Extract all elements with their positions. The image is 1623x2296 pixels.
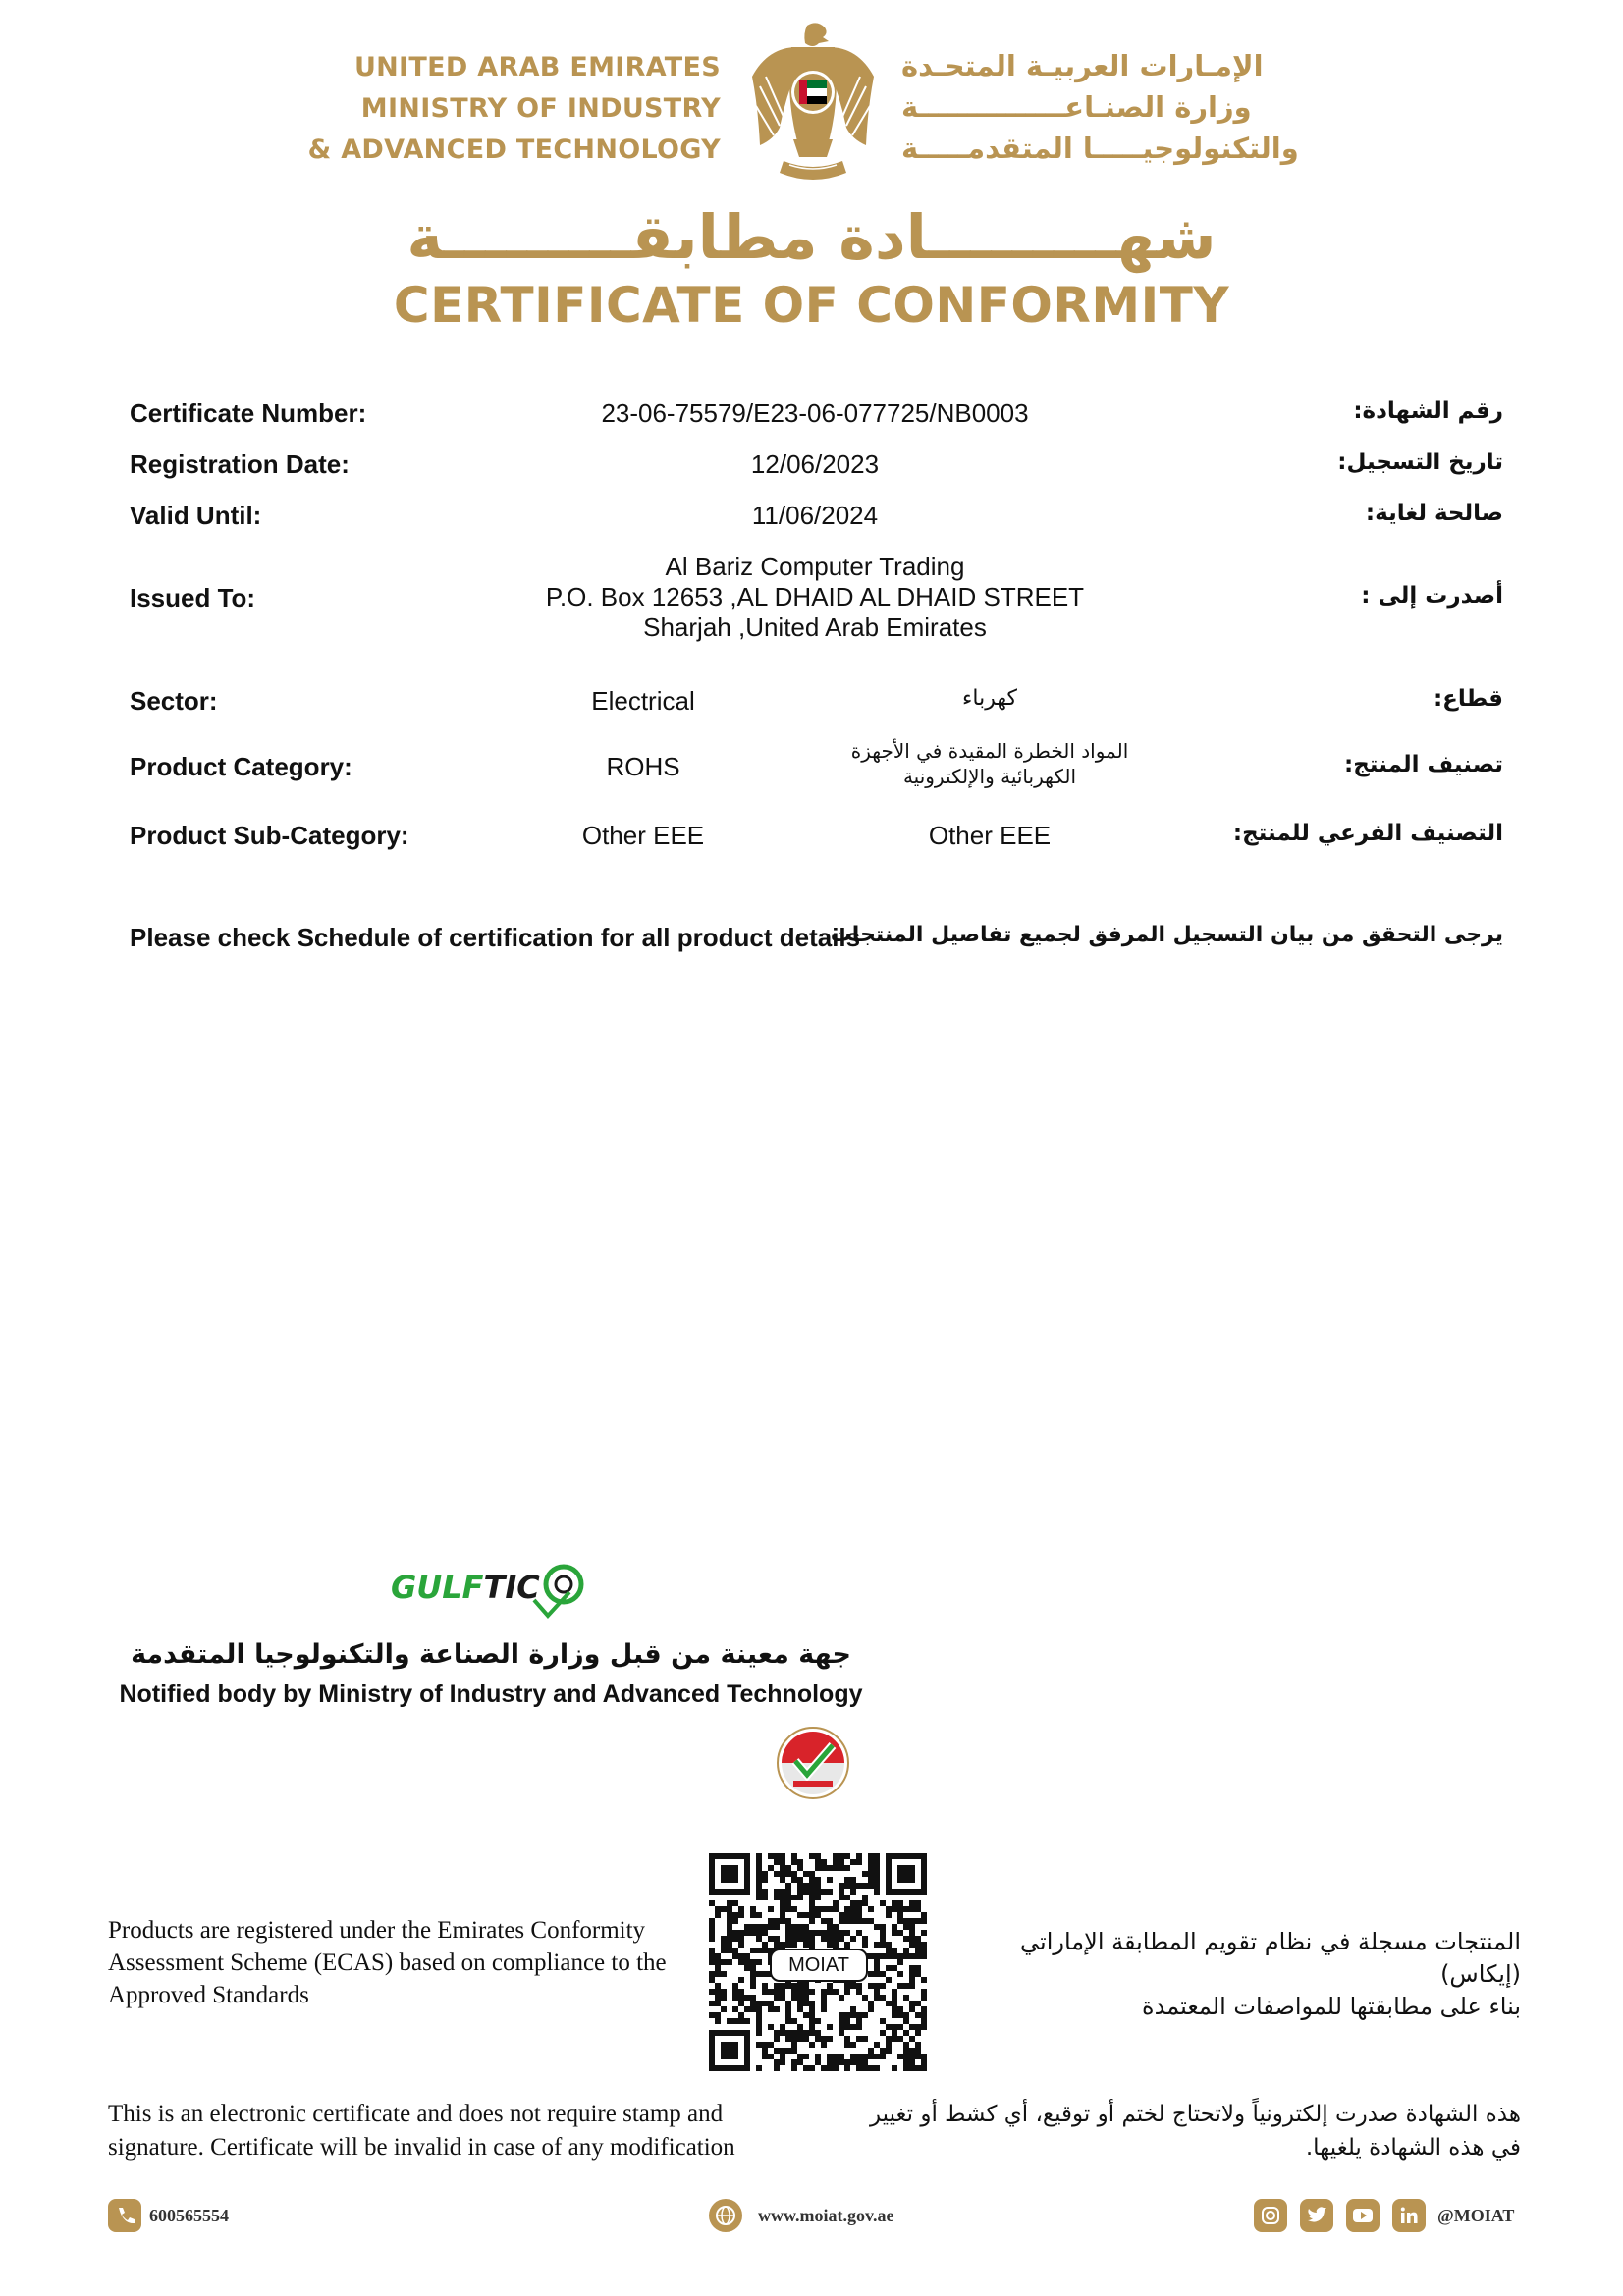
certificate-title-en: CERTIFICATE OF CONFORMITY: [393, 277, 1230, 334]
schedule-note-en: Please check Schedule of certification for all product details: [130, 923, 861, 952]
ministry-ar-line-2: وزارة الصنـاعـــــــــــــــة: [901, 90, 1252, 124]
magnifier-check-icon: [530, 1561, 587, 1629]
issued-to-label-ar: أصدرت إلى :: [1361, 583, 1503, 609]
valid-until-label-ar: صالحة لغاية:: [1365, 501, 1503, 526]
phone-number[interactable]: 600565554: [149, 2206, 229, 2225]
schedule-note-ar: يرجى التحقق من بيان التسجيل المرفق لجميع تفاصيل المنتجات: [830, 923, 1503, 947]
globe-icon: [709, 2199, 742, 2232]
twitter-icon[interactable]: [1300, 2199, 1333, 2232]
certificate-number-label: Certificate Number:: [130, 399, 367, 428]
sector-value-en: Electrical: [591, 686, 695, 716]
product-category-ar-line-1: المواد الخطرة المقيدة في الأجهزة: [850, 739, 1129, 763]
issued-to-city: Sharjah ,United Arab Emirates: [643, 613, 987, 642]
product-sub-category-value-en: Other EEE: [581, 821, 705, 850]
social-handle[interactable]: @MOIAT: [1437, 2206, 1515, 2225]
product-category-label: Product Category:: [130, 752, 352, 781]
qr-code-label: MOIAT: [770, 1949, 868, 1982]
valid-until-label: Valid Until:: [130, 501, 262, 530]
gulftic-logo-gulf: GULF: [391, 1569, 484, 1606]
product-category-label-ar: تصنيف المنتج:: [1344, 752, 1503, 777]
issued-to-address: [422, 552, 1208, 643]
product-sub-category-label: Product Sub-Category:: [130, 821, 409, 850]
product-sub-category-value-ar: Other EEE: [928, 821, 1052, 850]
electronic-ar-line-1: هذه الشهادة صدرت إلكترونياً ولاتحتاج لختم أو توقيع، أي كشط أو تغيير: [869, 2102, 1521, 2127]
ministry-ar-line-1: الإمـارات العربيـة المتحـدة: [901, 49, 1264, 82]
phone-icon: [108, 2199, 141, 2232]
ministry-name-en: [285, 47, 721, 171]
ministry-line-2: MINISTRY OF INDUSTRY: [360, 93, 721, 124]
ecas-note-en: Products are registered under the Emirates Conformity Assessment Scheme (ECAS) based on compliance to the Approved Standards: [108, 1917, 667, 2008]
gulftic-logo: [391, 1561, 587, 1639]
electronic-ar-line-2: في هذه الشهادة يلغيها.: [1305, 2135, 1521, 2161]
ministry-name-ar: [901, 45, 1314, 169]
linkedin-icon[interactable]: [1392, 2199, 1426, 2232]
ministry-line-3: & ADVANCED TECHNOLOGY: [307, 134, 721, 165]
issued-to-company: Al Bariz Computer Trading: [665, 552, 965, 581]
electronic-note-en: This is an electronic certificate and does not require stamp and signature. Certificate will be invalid in case of any modification: [108, 2101, 735, 2161]
notified-body-en: Notified body by Ministry of Industry and Advanced Technology: [119, 1681, 863, 1708]
gulftic-logo-text: [391, 1569, 540, 1606]
issued-to-street: P.O. Box 12653 ,AL DHAID AL DHAID STREET: [545, 582, 1085, 612]
sector-label: Sector:: [130, 686, 218, 716]
product-sub-category-label-ar: التصنيف الفرعي للمنتج:: [1232, 821, 1503, 846]
youtube-icon[interactable]: [1346, 2199, 1380, 2232]
product-category-value-ar: [828, 738, 1152, 789]
registration-date-label: Registration Date:: [130, 450, 350, 479]
issued-to-label: Issued To:: [130, 583, 256, 613]
footer: [0, 2195, 1623, 2238]
gulftic-logo-tic: TIC: [483, 1569, 540, 1606]
certificate-number-value: 23-06-75579/E23-06-077725/NB0003: [601, 399, 1029, 428]
certificate-title-ar: شهـــــــــادة مطابقـــــــــة: [406, 201, 1217, 273]
electronic-note-ar: [814, 2098, 1521, 2164]
ministry-ar-line-3: والتكنولوجيـــــا المتقدمـــــة: [901, 132, 1299, 165]
ministry-line-1: UNITED ARAB EMIRATES: [353, 52, 721, 82]
instagram-icon[interactable]: [1254, 2199, 1287, 2232]
sector-value-ar: كهرباء: [962, 686, 1017, 711]
registration-date-value: 12/06/2023: [750, 450, 880, 479]
ecas-note-ar: [971, 1926, 1521, 2023]
uae-emblem-icon: [748, 18, 878, 185]
product-category-value-en: ROHS: [606, 752, 680, 781]
product-category-ar-line-2: الكهربائية والإلكترونية: [902, 765, 1077, 788]
certificate-number-label-ar: رقم الشهادة:: [1353, 399, 1503, 424]
ecas-ar-line-1: المنتجات مسجلة في نظام تقويم المطابقة الإماراتي (إيكاس): [1020, 1928, 1521, 1988]
notified-body-ar: جهة معينة من قبل وزارة الصناعة والتكنولوجيا المتقدمة: [131, 1639, 851, 1670]
sector-label-ar: قطاع:: [1433, 686, 1503, 712]
registration-date-label-ar: تاريخ التسجيل:: [1337, 450, 1503, 475]
website-link[interactable]: www.moiat.gov.ae: [758, 2206, 894, 2225]
valid-until-value: 11/06/2024: [751, 501, 879, 530]
ecas-ar-line-2: بناء على مطابقتها للمواصفات المعتمدة: [1142, 1993, 1521, 2020]
conformity-seal-icon: [774, 1720, 852, 1810]
